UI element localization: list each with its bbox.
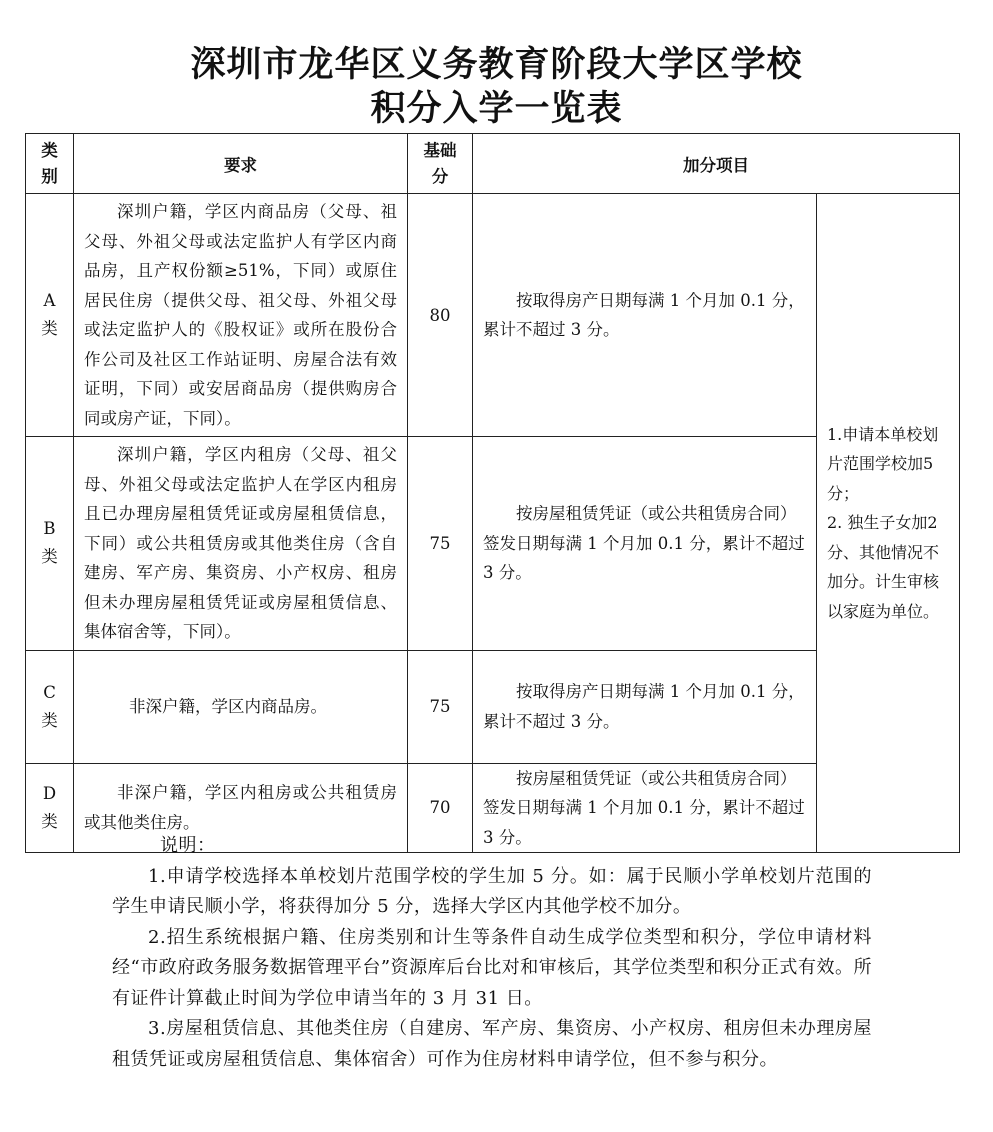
header-requirement: 要求 — [74, 134, 408, 194]
category-cell: B类 — [26, 437, 74, 651]
bonus-cell: 按取得房产日期每满 1 个月加 0.1 分，累计不超过 3 分。 — [473, 194, 817, 437]
header-category: 类别 — [26, 134, 74, 194]
category-cell: D类 — [26, 763, 74, 853]
table-row — [26, 194, 960, 437]
extra-points-cell: 1.申请本单校划片范围学校加5分； 2. 独生子女加2分、其他情况不加分。计生审核以家庭为单位。 — [817, 194, 960, 853]
header-base-score: 基础分 — [408, 134, 473, 194]
notes-label: 说明： — [160, 835, 216, 856]
base-score-cell: 70 — [408, 763, 473, 853]
requirement-cell: 非深户籍，学区内租房或公共租赁房或其他类住房。 — [74, 763, 408, 853]
page-subtitle: 积分入学一览表 — [370, 89, 623, 129]
requirement-cell: 深圳户籍，学区内租房（父母、祖父母、外祖父母或法定监护人在学区内租房且已办理房屋租赁凭证或房屋租赁信息，下同）或公共租赁房或其他类住房（含自建房、军产房、集资房、小产权房、租房但未办理房屋租赁凭证或房屋租赁信息、集体宿舍等，下同）。 — [74, 437, 408, 651]
table-header-row — [26, 134, 960, 194]
bonus-cell: 按取得房产日期每满 1 个月加 0.1 分，累计不超过 3 分。 — [473, 650, 817, 763]
notes-section — [112, 831, 872, 1075]
base-score-cell: 75 — [408, 437, 473, 651]
category-cell: C类 — [26, 650, 74, 763]
bonus-cell: 按房屋租赁凭证（或公共租赁房合同）签发日期每满 1 个月加 0.1 分，累计不超过 3 分。 — [473, 763, 817, 853]
base-score-cell: 75 — [408, 650, 473, 763]
category-cell: A类 — [26, 194, 74, 437]
note-item: 3.房屋租赁信息、其他类住房（自建房、军产房、集资房、小产权房、租房但未办理房屋租赁凭证或房屋租赁信息、集体宿舍）可作为住房材料申请学位，但不参与积分。 — [112, 1018, 872, 1070]
note-item: 2.招生系统根据户籍、住房类别和计生等条件自动生成学位类型和积分，学位申请材料经“市政府政务服务数据管理平台”资源库后台比对和审核后，其学位类型和积分正式有效。所有证件计算截止时间为学位申请当年的 3 月 31 日。 — [112, 926, 872, 1009]
base-score-cell: 80 — [408, 194, 473, 437]
requirement-cell: 深圳户籍，学区内商品房（父母、祖父母、外祖父母或法定监护人有学区内商品房，且产权份额≥51%，下同）或原住居民住房（提供父母、祖父母、外祖父母或法定监护人的《股权证》或所在股份合作公司及社区工作站证明、房屋合法有效证明，下同）或安居商品房（提供购房合同或房产证，下同）。 — [74, 194, 408, 437]
requirement-cell: 非深户籍，学区内商品房。 — [74, 650, 408, 763]
header-bonus: 加分项目 — [473, 134, 960, 194]
note-item: 1.申请学校选择本单校划片范围学校的学生加 5 分。如：属于民顺小学单校划片范围的学生申请民顺小学，将获得加分 5 分，选择大学区内其他学校不加分。 — [112, 865, 872, 917]
bonus-cell: 按房屋租赁凭证（或公共租赁房合同）签发日期每满 1 个月加 0.1 分，累计不超过 3 分。 — [473, 437, 817, 651]
page-title: 深圳市龙华区义务教育阶段大学区学校 — [190, 45, 803, 85]
admission-points-table — [25, 133, 960, 853]
